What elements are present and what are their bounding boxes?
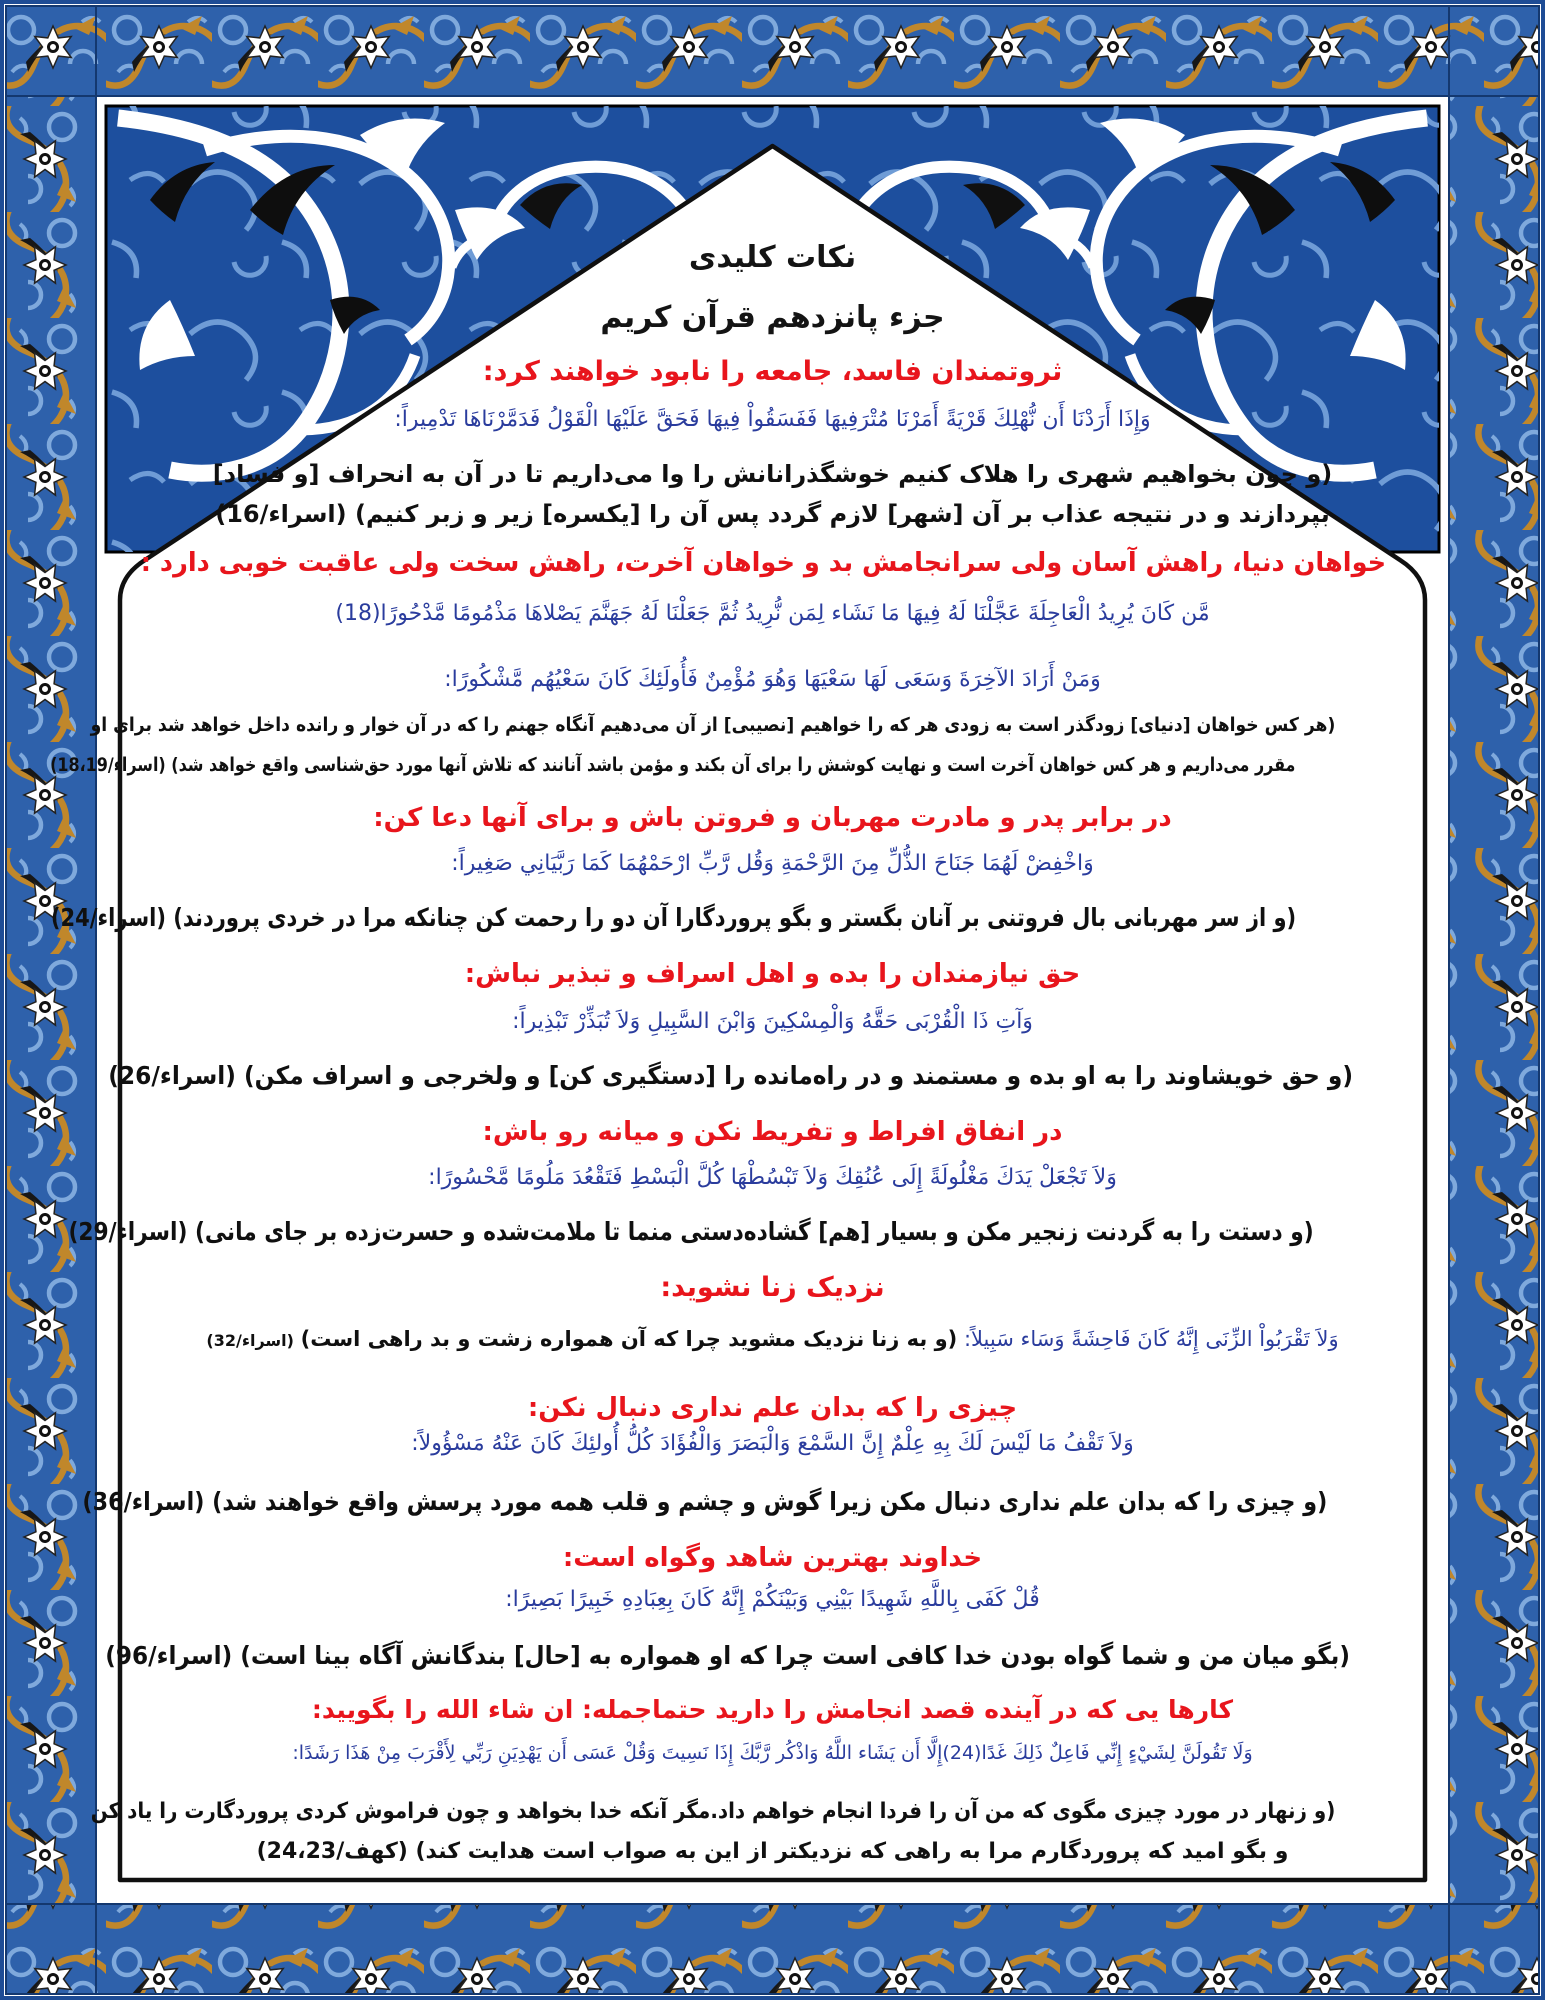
section-heading: در برابر پدر و مادرت مهربان و فروتن باش و برای آنها دعا کن:: [373, 803, 1172, 833]
verse-translation: (و حق خویشاوند را به او بده و مستمند و در راه‌مانده را [دستگیری کن] و ولخرجی و اسراف مکن) (اسراء/26): [108, 1061, 1354, 1090]
verse-arabic: وَإِذَا أَرَدْنَا أَن نُّهْلِكَ قَرْيَةً أَمَرْنَا مُتْرَفِيهَا فَفَسَقُواْ فِيهَا فَحَقَّ عَلَيْهَا الْقَوْلُ فَدَمَّرْنَاهَا تَدْمِيراً:: [394, 407, 1151, 432]
section-heading: خواهان دنیا، راهش آسان ولی سرانجامش بد و خواهان آخرت، راهش سخت ولی عاقبت خوبی دارد :: [140, 548, 1387, 578]
verse-arabic: وَاخْفِضْ لَهُمَا جَنَاحَ الذُّلِّ مِنَ الرَّحْمَةِ وَقُل رَّبِّ ارْحَمْهُمَا كَمَا رَبَّيَانِي صَغِيراً:: [451, 851, 1094, 876]
verse-arabic: وَلاَ تَقْرَبُواْ الزِّنَى إِنَّهُ كَانَ فَاحِشَةً وَسَاء سَبِيلاً:: [963, 1327, 1339, 1351]
verse-translation: (بگو میان من و شما گواه بودن خدا کافی است چرا که او همواره به [حال] بندگانش آگاه بینا است) (اسراء/96): [105, 1641, 1351, 1670]
section-heading: نزدیک زنا نشوید:: [660, 1272, 885, 1303]
verse-arabic: وَمَنْ أَرَادَ الآخِرَةَ وَسَعَى لَهَا سَعْيَهَا وَهُوَ مُؤْمِنٌ فَأُولَئِكَ كَانَ سَعْيُهُم مَّشْكُورًا:: [444, 667, 1101, 692]
verse-translation: (و از سر مهربانی بال فروتنی بر آنان بگستر و بگو پروردگارا آن دو را رحمت کن چنانکه مرا در خردی پروردند) (اسراء/24): [50, 903, 1297, 932]
verse-arabic: وَآتِ ذَا الْقُرْبَى حَقَّهُ وَالْمِسْكِينَ وَابْنَ السَّبِيلِ وَلاَ تُبَذِّرْ تَبْذِيراً:: [512, 1009, 1033, 1034]
verse-arabic: مَّن كَانَ يُرِيدُ الْعَاجِلَةَ عَجَّلْنَا لَهُ فِيهَا مَا نَشَاء لِمَن نُّرِيدُ ثُمَّ جَعَلْنَا لَهُ جَهَنَّمَ يَصْلاهَا مَذْمُومًا مَّدْحُورًا(18): [335, 601, 1210, 626]
section-heading: کارها یی که در آینده قصد انجامش را دارید حتماجمله: ان شاء الله را بگویید:: [311, 1695, 1234, 1724]
verse-translation: مقرر می‌داریم و هر کس خواهان آخرت است و نهایت کوشش را برای آن بکند و مؤمن باشد آنانند که تلاش آنها مورد حق‌شناسی واقع خواهد شد) (اسراء/18،19): [50, 754, 1296, 776]
section-heading: حق نیازمندان را بده و اهل اسراف و تبذیر نباش:: [464, 959, 1081, 989]
section-heading: خداوند بهترین شاهد وگواه است:: [562, 1543, 983, 1573]
section-heading: ثروتمندان فاسد، جامعه را نابود خواهند کرد:: [482, 356, 1063, 387]
verse-translation: بپردازند و در نتیجه عذاب بر آن [شهر] لازم گردد پس آن را [یکسره] زیر و زبر کنیم) (اسراء/16): [215, 500, 1330, 528]
verse-translation: (هر کس خواهان [دنیای] زودگذر است به زودی هر که را خواهیم [نصیبی] از آن می‌دهیم آنگاه جهنم را که در آن خوار و رانده داخل خواهد شد برای او: [90, 714, 1336, 736]
verse-arabic: وَلاَ تَجْعَلْ يَدَكَ مَغْلُولَةً إِلَى عُنُقِكَ وَلاَ تَبْسُطْهَا كُلَّ الْبَسْطِ فَتَقْعُدَ مَلُومًا مَّحْسُورًا:: [428, 1165, 1117, 1190]
verse-translation: (و دستت را به گردنت زنجیر مکن و بسیار [هم] گشاده‌دستی منما تا ملامت‌شده و حسرت‌زده بر جای مانی) (اسراء/29): [68, 1217, 1314, 1246]
verse-translation: (و چیزی را که بدان علم نداری دنبال مکن زیرا گوش و چشم و قلب همه مورد پرسش واقع خواهند شد) (اسراء/36): [82, 1487, 1328, 1516]
section-heading: چیزی را که بدان علم نداری دنبال نکن:: [527, 1393, 1018, 1423]
verse-arabic: وَلَا تَقُولَنَّ لِشَيْءٍ إِنِّي فَاعِلٌ ذَلِكَ غَدًا(24)إِلَّا أَن يَشَاء اللَّهُ وَاذْكُر رَّبَّكَ إِذَا نَسِيتَ وَقُلْ عَسَى أَن يَهْدِيَنِ رَبِّي لِأَقْرَبَ مِنْ هَذَا رَشَدًا:: [292, 1742, 1253, 1764]
section-heading: در انفاق افراط و تفریط نکن و میانه رو باش:: [482, 1117, 1063, 1147]
page-subtitle: جزء پانزدهم قرآن کریم: [600, 300, 945, 335]
verse-reference: (اسراء/32): [206, 1331, 294, 1350]
content-area: [50, 0, 1395, 2000]
verse-translation: (و چون بخواهیم شهری را هلاک کنیم خوشگذرانانش را وا می‌داریم تا در آن به انحراف [و فساد]: [212, 460, 1333, 488]
verse-translation: (و به زنا نزدیک مشوید چرا که آن همواره زشت و بد راهی است): [300, 1327, 958, 1351]
verse-translation: و بگو امید که پروردگارم مرا به راهی که نزدیکتر از این به صواب است هدایت کند) (کهف/24،23): [256, 1839, 1289, 1864]
verse-with-translation: [150, 1324, 1395, 1354]
page-title: نکات کلیدی: [688, 240, 857, 275]
verse-arabic: قُلْ كَفَى بِاللَّهِ شَهِيدًا بَيْنِي وَبَيْنَكُمْ إِنَّهُ كَانَ بِعِبَادِهِ خَبِيرًا بَصِيرًا:: [505, 1587, 1040, 1612]
verse-arabic: وَلاَ تَقْفُ مَا لَيْسَ لَكَ بِهِ عِلْمٌ إِنَّ السَّمْعَ وَالْبَصَرَ وَالْفُؤَادَ كُلُّ أُولئِكَ كَانَ عَنْهُ مَسْؤُولاً:: [411, 1431, 1134, 1456]
verse-translation: (و زنهار در مورد چیزی مگوی که من آن را فردا انجام خواهم داد.مگر آنکه خدا بخواهد و چون فراموش کردی پروردگارت را یاد کن: [90, 1799, 1336, 1824]
